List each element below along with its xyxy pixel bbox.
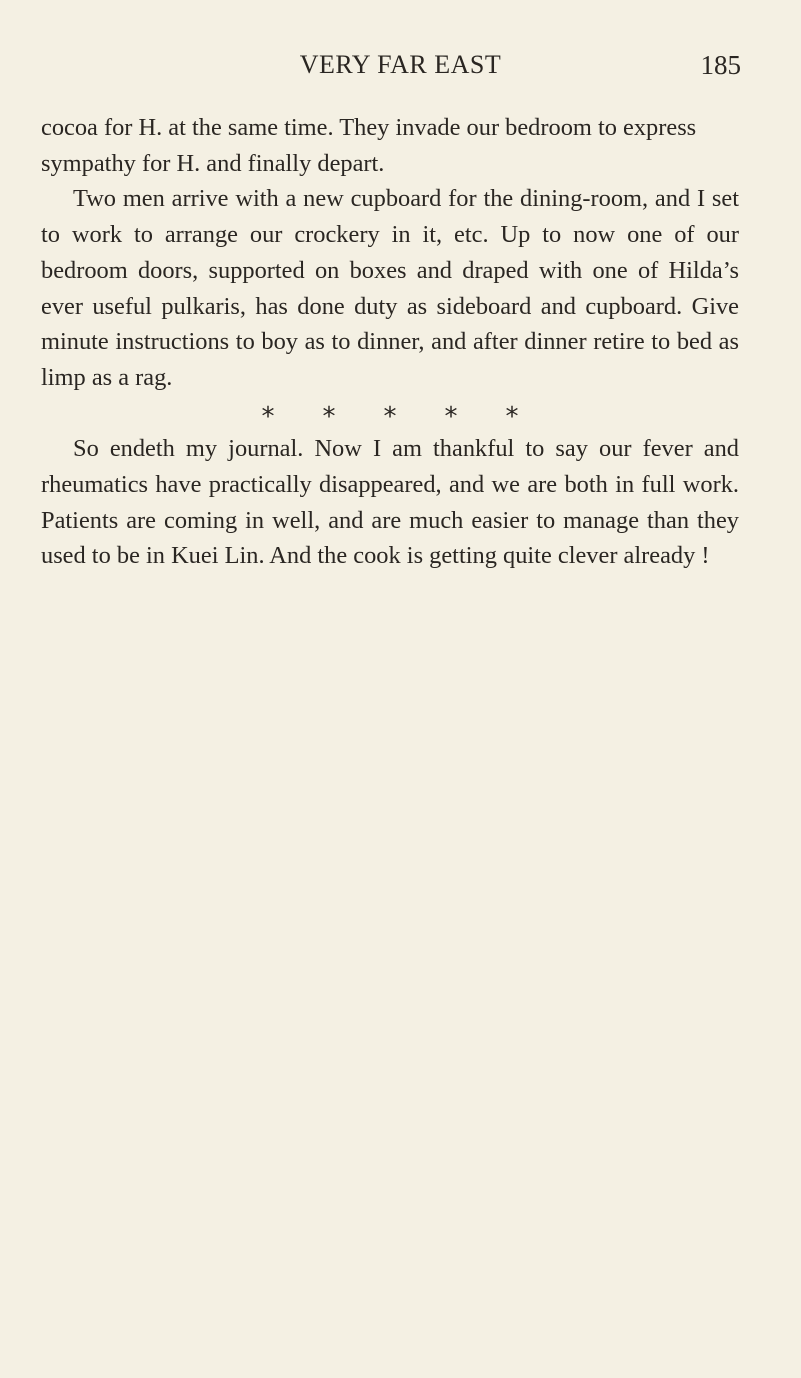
asterism-star: * [505, 401, 519, 432]
asterism-star: * [444, 401, 458, 432]
asterism-star: * [383, 401, 397, 432]
page-number: 185 [700, 50, 741, 80]
paragraph: So endeth my journal. Now I am thankful to say our fever and rheumatics have practically disappeared, and we are both in full work. Patients are coming in well, and are much easier to manage than they used to be in Kuei Lin. And the cook is getting quite clever already ! [41, 435, 739, 570]
body-text [41, 110, 739, 574]
paragraph: cocoa for H. at the same time. They invade our bedroom to express sympathy for H. and finally depart. [41, 114, 697, 177]
running-head [0, 50, 801, 90]
section-break [41, 396, 739, 432]
paragraph: Two men arrive with a new cupboard for the dining-room, and I set to work to arrange our crockery in it, etc. Up to now one of our bedroom doors, supported on boxes and draped with one of Hilda’s ever useful pulkaris, has done duty as sideboard and cupboard. Give minute instructions to boy as to dinner, and after dinner retire to bed as limp as a rag. [41, 185, 739, 391]
asterism-star: * [322, 401, 336, 432]
running-title: VERY FAR EAST [299, 50, 502, 79]
asterism-star: * [261, 401, 275, 432]
